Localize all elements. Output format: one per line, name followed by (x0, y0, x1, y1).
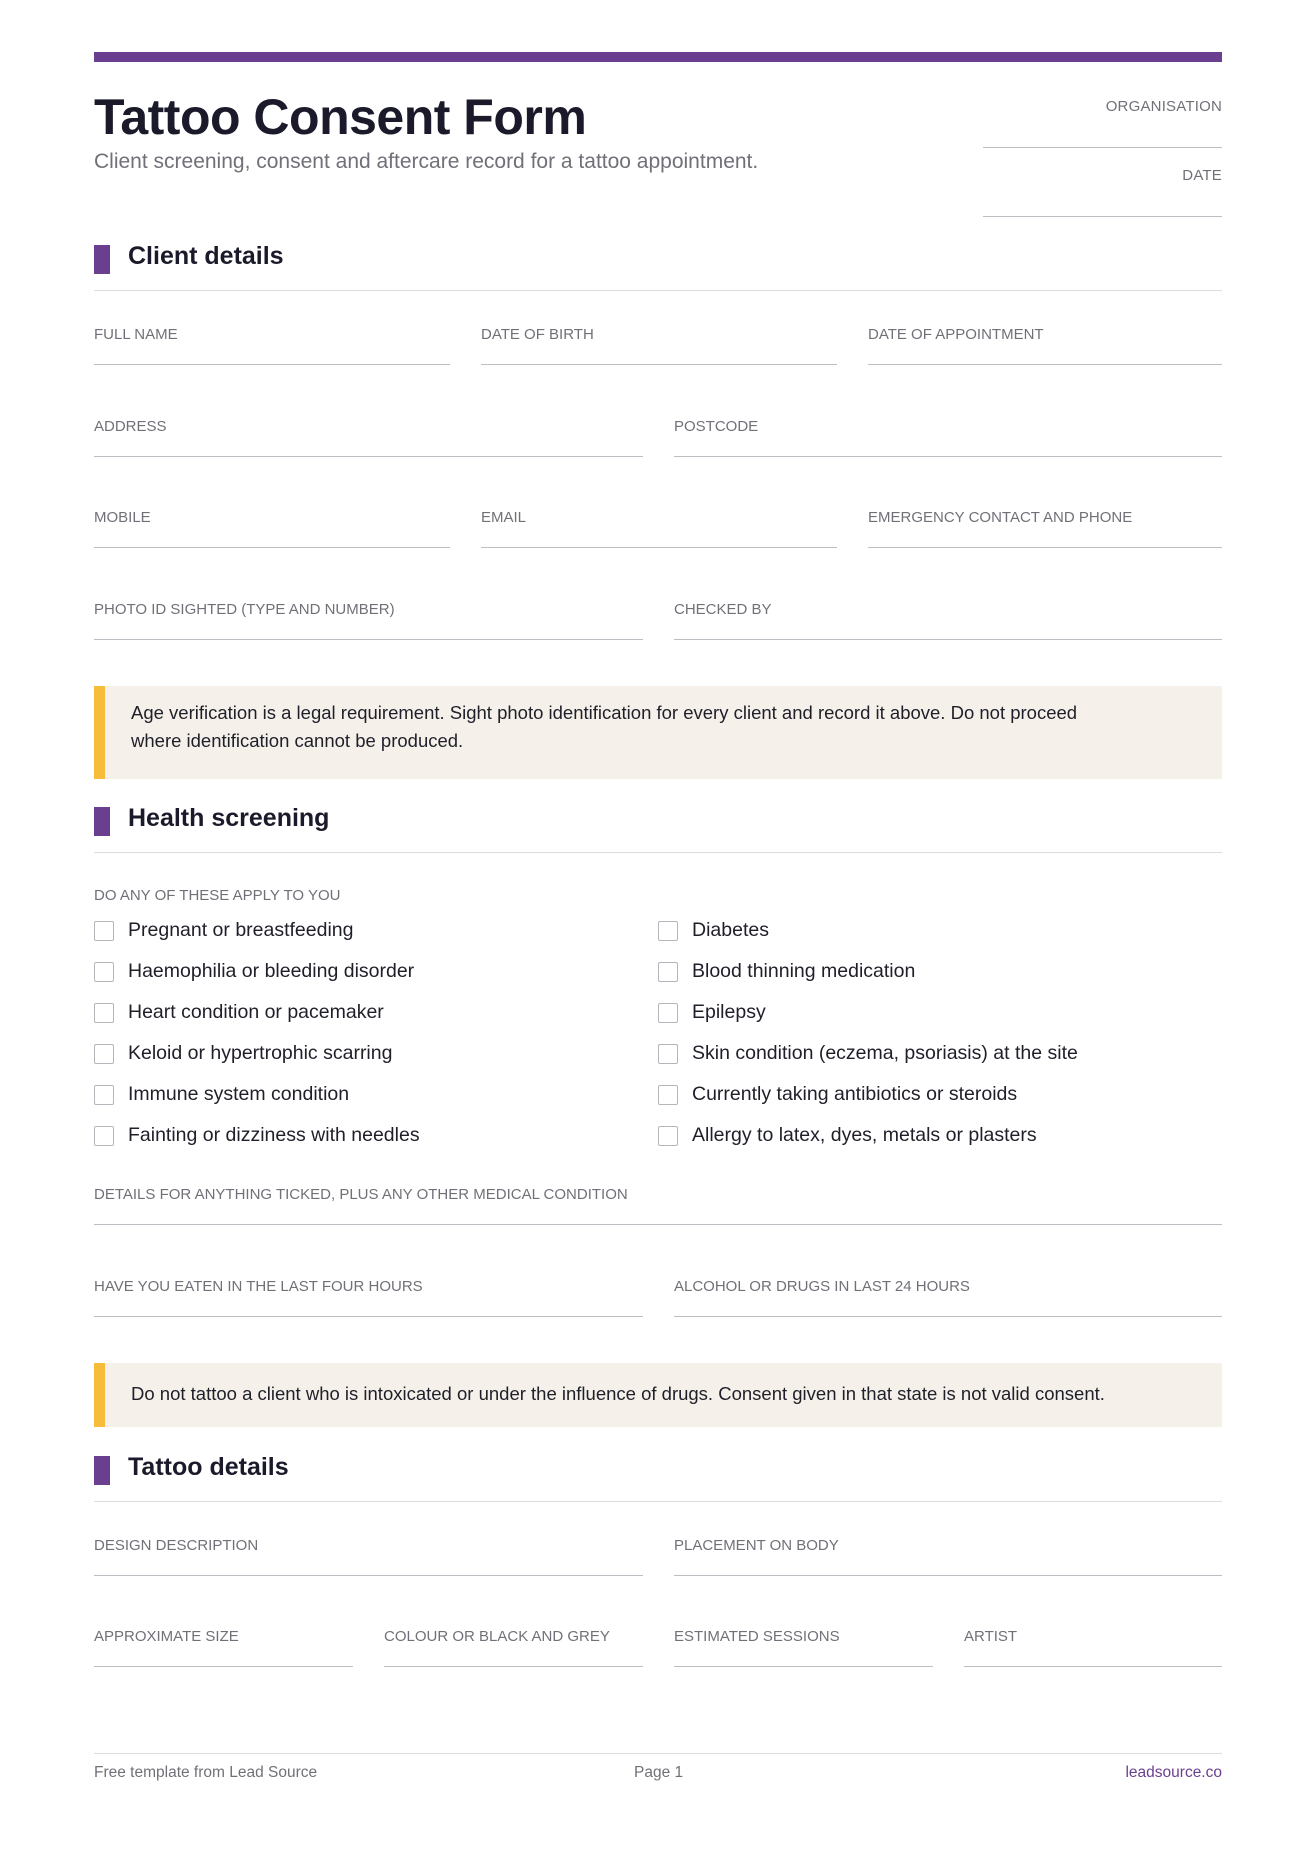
section-title: Tattoo details (128, 1453, 289, 1481)
section-marker (94, 1456, 110, 1485)
emergency-contact-field[interactable] (868, 509, 1222, 526)
field-line (94, 1575, 643, 1576)
field-line (94, 364, 450, 365)
field-line (94, 1316, 643, 1317)
checked-by-field[interactable] (674, 601, 1222, 618)
page-number: Page 1 (634, 1764, 684, 1781)
field-label: MOBILE (94, 509, 151, 526)
field-line (674, 639, 1222, 640)
estimated-sessions-field[interactable] (674, 1628, 933, 1645)
mobile-field[interactable] (94, 509, 450, 526)
field-line (94, 639, 643, 640)
checkbox-item[interactable] (94, 1083, 349, 1106)
note-text-line-2: where identification cannot be produced. (131, 730, 464, 751)
checkbox-label: Allergy to latex, dyes, metals or plasters (692, 1124, 1037, 1146)
field-label: EMAIL (481, 509, 527, 526)
organisation-label: ORGANISATION (1105, 98, 1222, 115)
field-label: PHOTO ID SIGHTED (TYPE AND NUMBER) (94, 601, 395, 618)
checkbox-item[interactable] (94, 960, 414, 983)
section-divider (94, 852, 1222, 853)
date-of-birth-field[interactable] (481, 326, 837, 343)
checkbox-item[interactable] (658, 1001, 766, 1024)
checkbox[interactable] (658, 1126, 678, 1146)
note-text-line-1: Age verification is a legal requirement. Sight photo identification for every client and record it above. Do not proceed (131, 702, 1078, 723)
date-field[interactable] (983, 216, 1222, 217)
field-line (94, 547, 450, 548)
field-label: ARTIST (964, 1628, 1018, 1645)
field-label: DETAILS FOR ANYTHING TICKED, PLUS ANY OTHER MEDICAL CONDITION (94, 1186, 628, 1203)
health-question: DO ANY OF THESE APPLY TO YOU (94, 887, 341, 904)
field-label: CHECKED BY (674, 601, 772, 618)
field-label: COLOUR OR BLACK AND GREY (384, 1628, 610, 1645)
field-label: DATE OF APPOINTMENT (868, 326, 1044, 343)
checkbox-label: Pregnant or breastfeeding (128, 919, 354, 941)
field-line (674, 1575, 1222, 1576)
photo-id-field[interactable] (94, 601, 643, 618)
field-line (481, 364, 837, 365)
checkbox-item[interactable] (94, 1124, 420, 1147)
checkbox-item[interactable] (658, 919, 769, 942)
field-line (964, 1666, 1222, 1667)
checkbox[interactable] (658, 1085, 678, 1105)
checkbox[interactable] (94, 921, 114, 941)
checkbox-label: Diabetes (692, 919, 769, 941)
checkbox-label: Skin condition (eczema, psoriasis) at the site (692, 1042, 1078, 1064)
checkbox[interactable] (94, 1044, 114, 1064)
field-line (674, 456, 1222, 457)
note-text: Do not tattoo a client who is intoxicated or under the influence of drugs. Consent given in that state is not valid consent. (131, 1383, 1105, 1404)
checkbox-item[interactable] (658, 1124, 1037, 1147)
field-line (868, 547, 1222, 548)
artist-field[interactable] (964, 1628, 1222, 1645)
footer-link[interactable]: leadsource.co (1125, 1764, 1222, 1781)
field-label: HAVE YOU EATEN IN THE LAST FOUR HOURS (94, 1278, 423, 1295)
top-accent-bar (94, 52, 1222, 62)
checkbox[interactable] (94, 1085, 114, 1105)
medical-details-field[interactable] (94, 1186, 1222, 1203)
field-line (94, 1666, 353, 1667)
field-label: APPROXIMATE SIZE (94, 1628, 239, 1645)
checkbox-item[interactable] (94, 1042, 392, 1065)
field-line (94, 456, 643, 457)
design-description-field[interactable] (94, 1537, 643, 1554)
checkbox-label: Currently taking antibiotics or steroids (692, 1083, 1018, 1105)
section-divider (94, 1501, 1222, 1502)
checkbox[interactable] (658, 962, 678, 982)
section-divider (94, 290, 1222, 291)
email-field[interactable] (481, 509, 837, 526)
approximate-size-field[interactable] (94, 1628, 353, 1645)
field-label: DATE OF BIRTH (481, 326, 594, 343)
checkbox-label: Immune system condition (128, 1083, 350, 1105)
postcode-field[interactable] (674, 418, 1222, 435)
checkbox-label: Keloid or hypertrophic scarring (128, 1042, 393, 1064)
field-line (868, 364, 1222, 365)
placement-field[interactable] (674, 1537, 1222, 1554)
checkbox-item[interactable] (658, 1042, 1078, 1065)
field-label: ADDRESS (94, 418, 167, 435)
checkbox[interactable] (658, 1044, 678, 1064)
checkbox[interactable] (658, 1003, 678, 1023)
checkbox-item[interactable] (94, 1001, 384, 1024)
checkbox-label: Blood thinning medication (692, 960, 916, 982)
section-title: Client details (128, 242, 284, 270)
page-title: Tattoo Consent Form (94, 89, 587, 145)
eaten-field[interactable] (94, 1278, 643, 1295)
checkbox[interactable] (94, 962, 114, 982)
checkbox-label: Haemophilia or bleeding disorder (128, 960, 415, 982)
field-label: POSTCODE (674, 418, 759, 435)
age-verification-note (94, 686, 1222, 779)
full-name-field[interactable] (94, 326, 450, 343)
date-of-appointment-field[interactable] (868, 326, 1222, 343)
section-title: Health screening (128, 804, 330, 832)
alcohol-drugs-field[interactable] (674, 1278, 1222, 1295)
page-subtitle: Client screening, consent and aftercare record for a tattoo appointment. (94, 150, 759, 173)
field-label: ALCOHOL OR DRUGS IN LAST 24 HOURS (674, 1278, 970, 1295)
checkbox[interactable] (94, 1003, 114, 1023)
checkbox[interactable] (94, 1126, 114, 1146)
field-label: EMERGENCY CONTACT AND PHONE (868, 509, 1133, 526)
footer-divider (94, 1753, 1222, 1754)
organisation-field[interactable] (983, 147, 1222, 148)
field-line (94, 1224, 1222, 1225)
intoxication-note (94, 1363, 1222, 1427)
field-label: FULL NAME (94, 326, 178, 343)
field-line (384, 1666, 643, 1667)
colour-field[interactable] (384, 1628, 643, 1645)
field-label: PLACEMENT ON BODY (674, 1537, 839, 1554)
checkbox-item[interactable] (658, 960, 915, 983)
field-line (674, 1666, 933, 1667)
checkbox-item[interactable] (658, 1083, 1017, 1106)
date-label: DATE (1182, 167, 1222, 184)
checkbox[interactable] (658, 921, 678, 941)
checkbox-label: Epilepsy (692, 1001, 766, 1023)
checkbox-item[interactable] (94, 919, 354, 942)
field-label: ESTIMATED SESSIONS (674, 1628, 840, 1645)
section-marker (94, 807, 110, 836)
checkbox-label: Heart condition or pacemaker (128, 1001, 384, 1023)
field-label: DESIGN DESCRIPTION (94, 1537, 259, 1554)
field-line (674, 1316, 1222, 1317)
checkbox-label: Fainting or dizziness with needles (128, 1124, 420, 1146)
address-field[interactable] (94, 418, 643, 435)
footer-credit: Free template from Lead Source (94, 1764, 318, 1781)
section-marker (94, 245, 110, 274)
field-line (481, 547, 837, 548)
